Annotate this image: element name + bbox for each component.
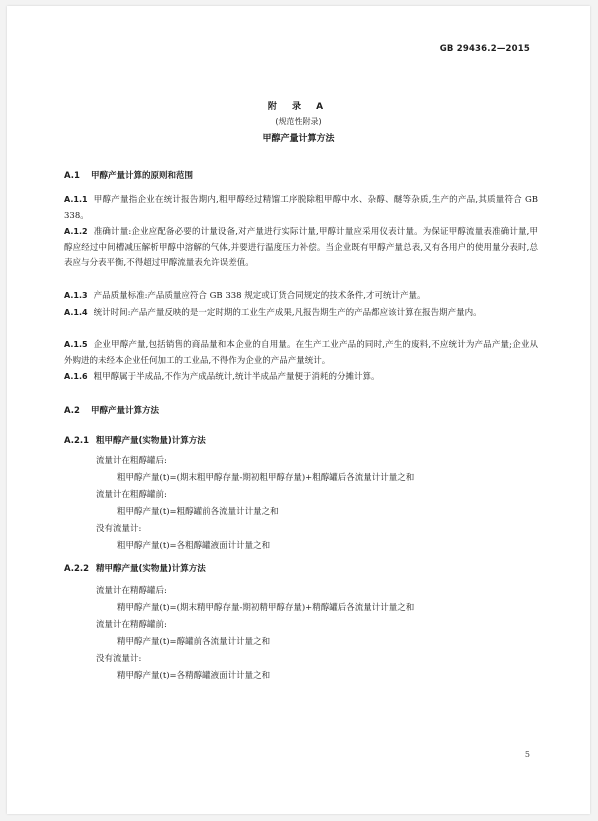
formula-line: 粗甲醇产量(t)=(期末粗甲醇存量-期初粗甲醇存量)+粗醇罐后各流量计计量之和 [117, 473, 415, 483]
annex-title: 甲醇产量计算方法 [262, 134, 335, 144]
clause-text: 企业甲醇产量,包括销售的商品量和本企业的自用量。在生产工业产品的同时,产生的废料,不应统计为产品产量;企业从外购进的未经本企业任何加工的工业品,不得作为企业的产品产量统计。 [64, 340, 538, 366]
clause-number: A.1.3 [64, 291, 88, 300]
section-number: A.2.2 [64, 564, 90, 574]
annex-nature: (规范性附录) [275, 117, 322, 126]
section-heading-a2-2 [64, 562, 206, 574]
section-title: 甲醇产量计算的原则和范围 [91, 171, 194, 181]
clause-text: 统计时间:产品产量反映的是一定时期的工业生产成果,凡报告期生产的产品都应该计算在报告期产量内。 [93, 308, 482, 318]
page-number: 5 [524, 750, 530, 759]
clause-number: A.1.5 [64, 340, 88, 349]
section-number: A.1 [64, 171, 80, 181]
clause-number: A.1.2 [64, 227, 88, 236]
section-title: 精甲醇产量(实物量)计算方法 [96, 564, 206, 574]
condition-line: 流量计在精醇罐前: [96, 620, 167, 630]
formula-line: 精甲醇产量(t)=各精醇罐液面计计量之和 [117, 671, 271, 681]
condition-line: 没有流量计: [96, 524, 142, 534]
section-number: A.2.1 [64, 436, 90, 446]
clause-text: 甲醇产量指企业在统计报告期内,粗甲醇经过精馏工序脱除粗甲醇中水、杂醇、醚等杂质,生产的产品,其质量符合 GB 338。 [64, 195, 538, 221]
clause-a-1-2 [64, 224, 538, 272]
clause-number: A.1.1 [64, 195, 88, 204]
condition-line: 流量计在粗醇罐前: [96, 490, 167, 500]
section-number: A.2 [64, 406, 80, 416]
condition-line: 流量计在粗醇罐后: [96, 456, 167, 466]
clause-number: A.1.4 [64, 308, 88, 317]
annex-label: 附 录 A [267, 102, 330, 112]
formula-line: 粗甲醇产量(t)=粗醇罐前各流量计计量之和 [117, 507, 279, 517]
clause-a-1-1 [64, 192, 538, 224]
standard-number: GB 29436.2—2015 [439, 44, 530, 54]
clause-a-1-6 [64, 369, 538, 386]
clause-text: 粗甲醇属于半成品,不作为产成品统计,统计半成品产量便于消耗的分摊计算。 [93, 372, 380, 382]
clause-text: 产品质量标准:产品质量应符合 GB 338 规定或订货合同规定的技术条件,才可统计产量。 [93, 291, 426, 301]
section-heading-a2 [64, 404, 159, 416]
formula-line: 精甲醇产量(t)=醇罐前各流量计计量之和 [117, 637, 271, 647]
section-title: 粗甲醇产量(实物量)计算方法 [96, 436, 206, 446]
clause-a-1-5 [64, 337, 538, 369]
document-page [7, 6, 590, 814]
clause-text: 准确计量:企业应配备必要的计量设备,对产量进行实际计量,甲醇计量应采用仪表计量。为保证甲醇流量表准确计量,甲醇应经过中间槽减压解析甲醇中溶解的气体,并要进行温度压力补偿。当企业既有甲醇产量总表,又有各用户的使用量分表时,总表应与分表平衡,不得超过甲醇流量表允许误差值。 [64, 227, 538, 268]
formula-line: 精甲醇产量(t)=(期末精甲醇存量-期初精甲醇存量)+精醇罐后各流量计计量之和 [117, 603, 415, 613]
section-heading-a1 [64, 169, 193, 181]
section-heading-a2-1 [64, 434, 206, 446]
formula-line: 粗甲醇产量(t)=各粗醇罐液面计计量之和 [117, 541, 271, 551]
section-title: 甲醇产量计算方法 [91, 406, 160, 416]
clause-a-1-4 [64, 305, 538, 322]
condition-line: 没有流量计: [96, 654, 142, 664]
clause-a-1-3 [64, 288, 538, 305]
condition-line: 流量计在精醇罐后: [96, 586, 167, 596]
clause-number: A.1.6 [64, 372, 88, 381]
